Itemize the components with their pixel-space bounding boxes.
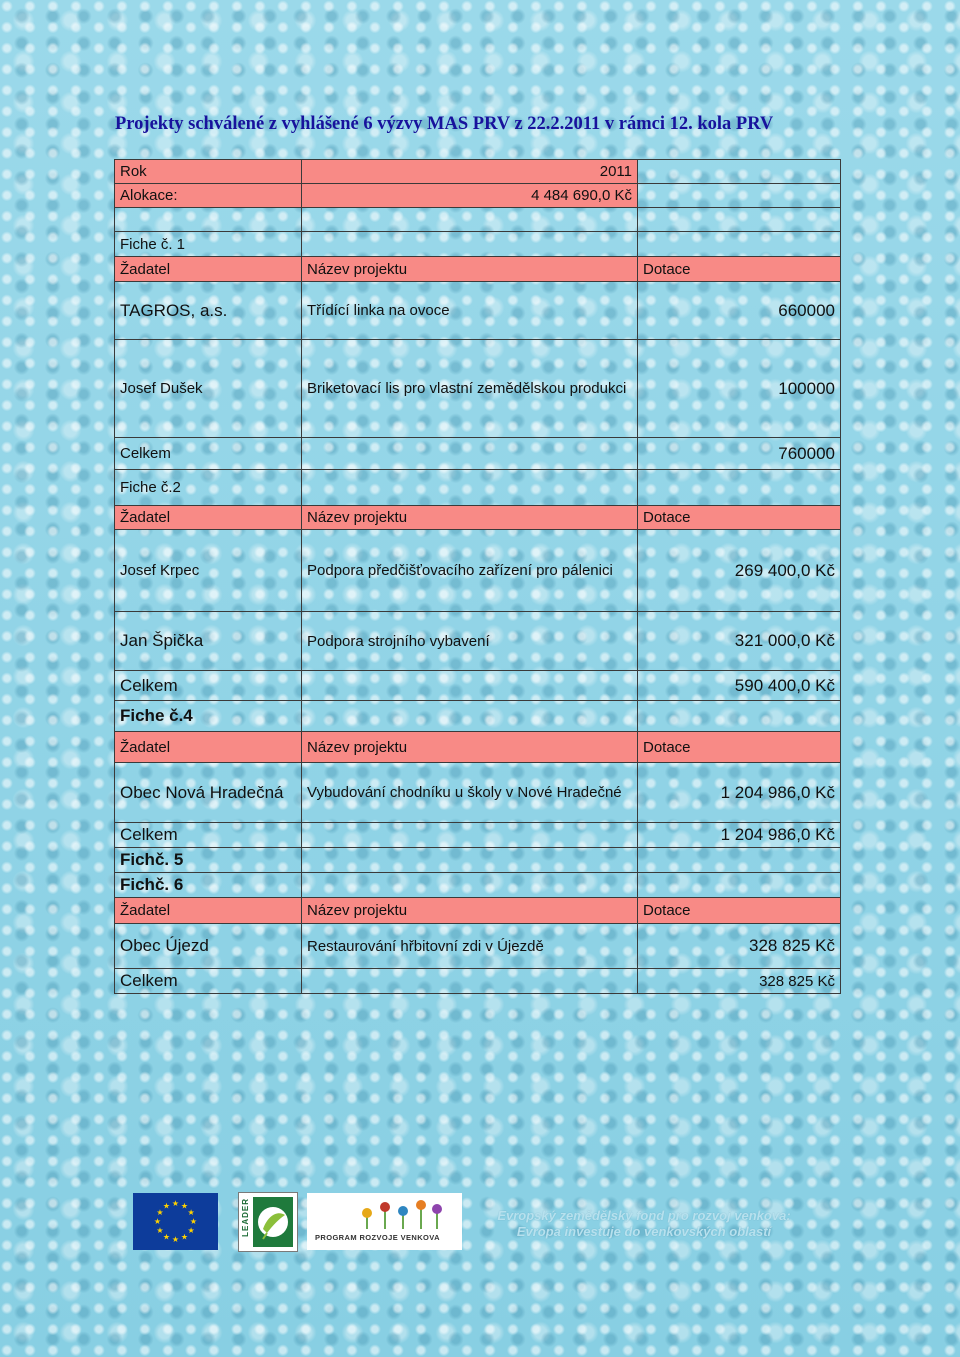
col-zadatel: Žadatel	[115, 898, 302, 924]
celkem-value: 760000	[638, 438, 841, 470]
alokace-row	[115, 184, 841, 208]
fiche4-label: Fiche č.4	[115, 701, 302, 732]
eu-star-icon: ★	[171, 1199, 180, 1208]
col-dotace: Dotace	[638, 257, 841, 282]
eu-star-icon: ★	[180, 1201, 189, 1211]
eafrd-line-2: Evropa investuje do venkovských oblastí	[516, 1224, 772, 1239]
nazev-cell: Vybudování chodníku u školy v Nové Hradečné	[302, 763, 638, 823]
zadatel-cell: Obec Újezd	[115, 924, 302, 969]
table-row	[115, 340, 841, 438]
fiche4-heading-row	[115, 701, 841, 732]
rok-row	[115, 160, 841, 184]
celkem-value: 590 400,0 Kč	[638, 671, 841, 701]
eu-star-icon: ★	[171, 1235, 180, 1244]
zadatel-cell: TAGROS, a.s.	[115, 282, 302, 340]
alokace-value: 4 484 690,0 Kč	[302, 184, 638, 208]
col-zadatel: Žadatel	[115, 257, 302, 282]
nazev-cell: Třídící linka na ovoce	[302, 282, 638, 340]
dotace-cell: 321 000,0 Kč	[638, 612, 841, 671]
nazev-cell: Podpora předčišťovacího zařízení pro pálenici	[302, 530, 638, 612]
col-dotace: Dotace	[638, 898, 841, 924]
nazev-cell: Briketovací lis pro vlastní zemědělskou produkci	[302, 340, 638, 438]
table-row	[115, 530, 841, 612]
table-row	[115, 924, 841, 969]
dotace-cell: 269 400,0 Kč	[638, 530, 841, 612]
eu-flag-icon	[133, 1193, 218, 1250]
fiche5-label: Fichč. 5	[115, 848, 302, 873]
leader-logo-icon	[238, 1192, 298, 1252]
col-dotace: Dotace	[638, 506, 841, 530]
prv-label: PROGRAM ROZVOJE VENKOVA	[315, 1233, 440, 1242]
fiche6-heading-row	[115, 873, 841, 898]
dotace-cell: 1 204 986,0 Kč	[638, 763, 841, 823]
table-row	[115, 763, 841, 823]
fiche6-label: Fichč. 6	[115, 873, 302, 898]
fiche4-header-row	[115, 732, 841, 763]
col-zadatel: Žadatel	[115, 732, 302, 763]
fiche2-label: Fiche č.2	[115, 470, 302, 506]
prv-logo-icon	[307, 1193, 462, 1250]
fiche2-heading-row	[115, 470, 841, 506]
col-nazev: Název projektu	[302, 257, 638, 282]
eu-star-icon: ★	[162, 1201, 171, 1211]
celkem-label: Celkem	[115, 823, 302, 848]
rok-label: Rok	[115, 160, 302, 184]
zadatel-cell: Obec Nová Hradečná	[115, 763, 302, 823]
celkem-label: Celkem	[115, 438, 302, 470]
dotace-cell: 660000	[638, 282, 841, 340]
celkem-value: 328 825 Kč	[638, 969, 841, 994]
table-row	[115, 282, 841, 340]
zadatel-cell: Josef Dušek	[115, 340, 302, 438]
eu-star-icon: ★	[189, 1217, 198, 1226]
celkem-label: Celkem	[115, 969, 302, 994]
zadatel-cell: Josef Krpec	[115, 530, 302, 612]
dotace-cell: 100000	[638, 340, 841, 438]
col-zadatel: Žadatel	[115, 506, 302, 530]
table-row	[115, 612, 841, 671]
eu-star-icon: ★	[180, 1232, 189, 1242]
fiche6-header-row	[115, 898, 841, 924]
leader-text: LEADER	[241, 1198, 250, 1237]
fiche1-label: Fiche č. 1	[115, 232, 302, 257]
fiche2-header-row	[115, 506, 841, 530]
alokace-label: Alokace:	[115, 184, 302, 208]
page-title: Projekty schválené z vyhlášené 6 výzvy MAS PRV z 22.2.2011 v rámci 12. kola PRV	[115, 114, 774, 134]
eafrd-slogan	[464, 1208, 824, 1240]
col-nazev: Název projektu	[302, 732, 638, 763]
eu-star-icon: ★	[156, 1208, 164, 1217]
fiche1-heading-row	[115, 232, 841, 257]
nazev-cell: Podpora strojního vybavení	[302, 612, 638, 671]
zadatel-cell: Jan Špička	[115, 612, 302, 671]
eu-star-icon: ★	[187, 1226, 195, 1235]
eu-star-icon: ★	[187, 1208, 195, 1217]
dotace-cell: 328 825 Kč	[638, 924, 841, 969]
fiche1-total-row	[115, 438, 841, 470]
footer-logos	[133, 1192, 853, 1262]
celkem-value: 1 204 986,0 Kč	[638, 823, 841, 848]
fiche4-total-row	[115, 823, 841, 848]
eu-star-icon: ★	[162, 1232, 171, 1242]
eafrd-line-1: Evropský zemědělský fond pro rozvoj venkova:	[497, 1208, 791, 1223]
nazev-cell: Restaurování hřbitovní zdi v Újezdě	[302, 924, 638, 969]
fiche6-total-row	[115, 969, 841, 994]
eu-star-icon: ★	[153, 1217, 162, 1226]
col-nazev: Název projektu	[302, 898, 638, 924]
fiche2-total-row	[115, 671, 841, 701]
celkem-label: Celkem	[115, 671, 302, 701]
projects-table	[114, 159, 841, 994]
rok-value: 2011	[302, 160, 638, 184]
col-nazev: Název projektu	[302, 506, 638, 530]
fiche1-header-row	[115, 257, 841, 282]
col-dotace: Dotace	[638, 732, 841, 763]
eu-star-icon: ★	[156, 1226, 164, 1235]
fiche5-heading-row	[115, 848, 841, 873]
